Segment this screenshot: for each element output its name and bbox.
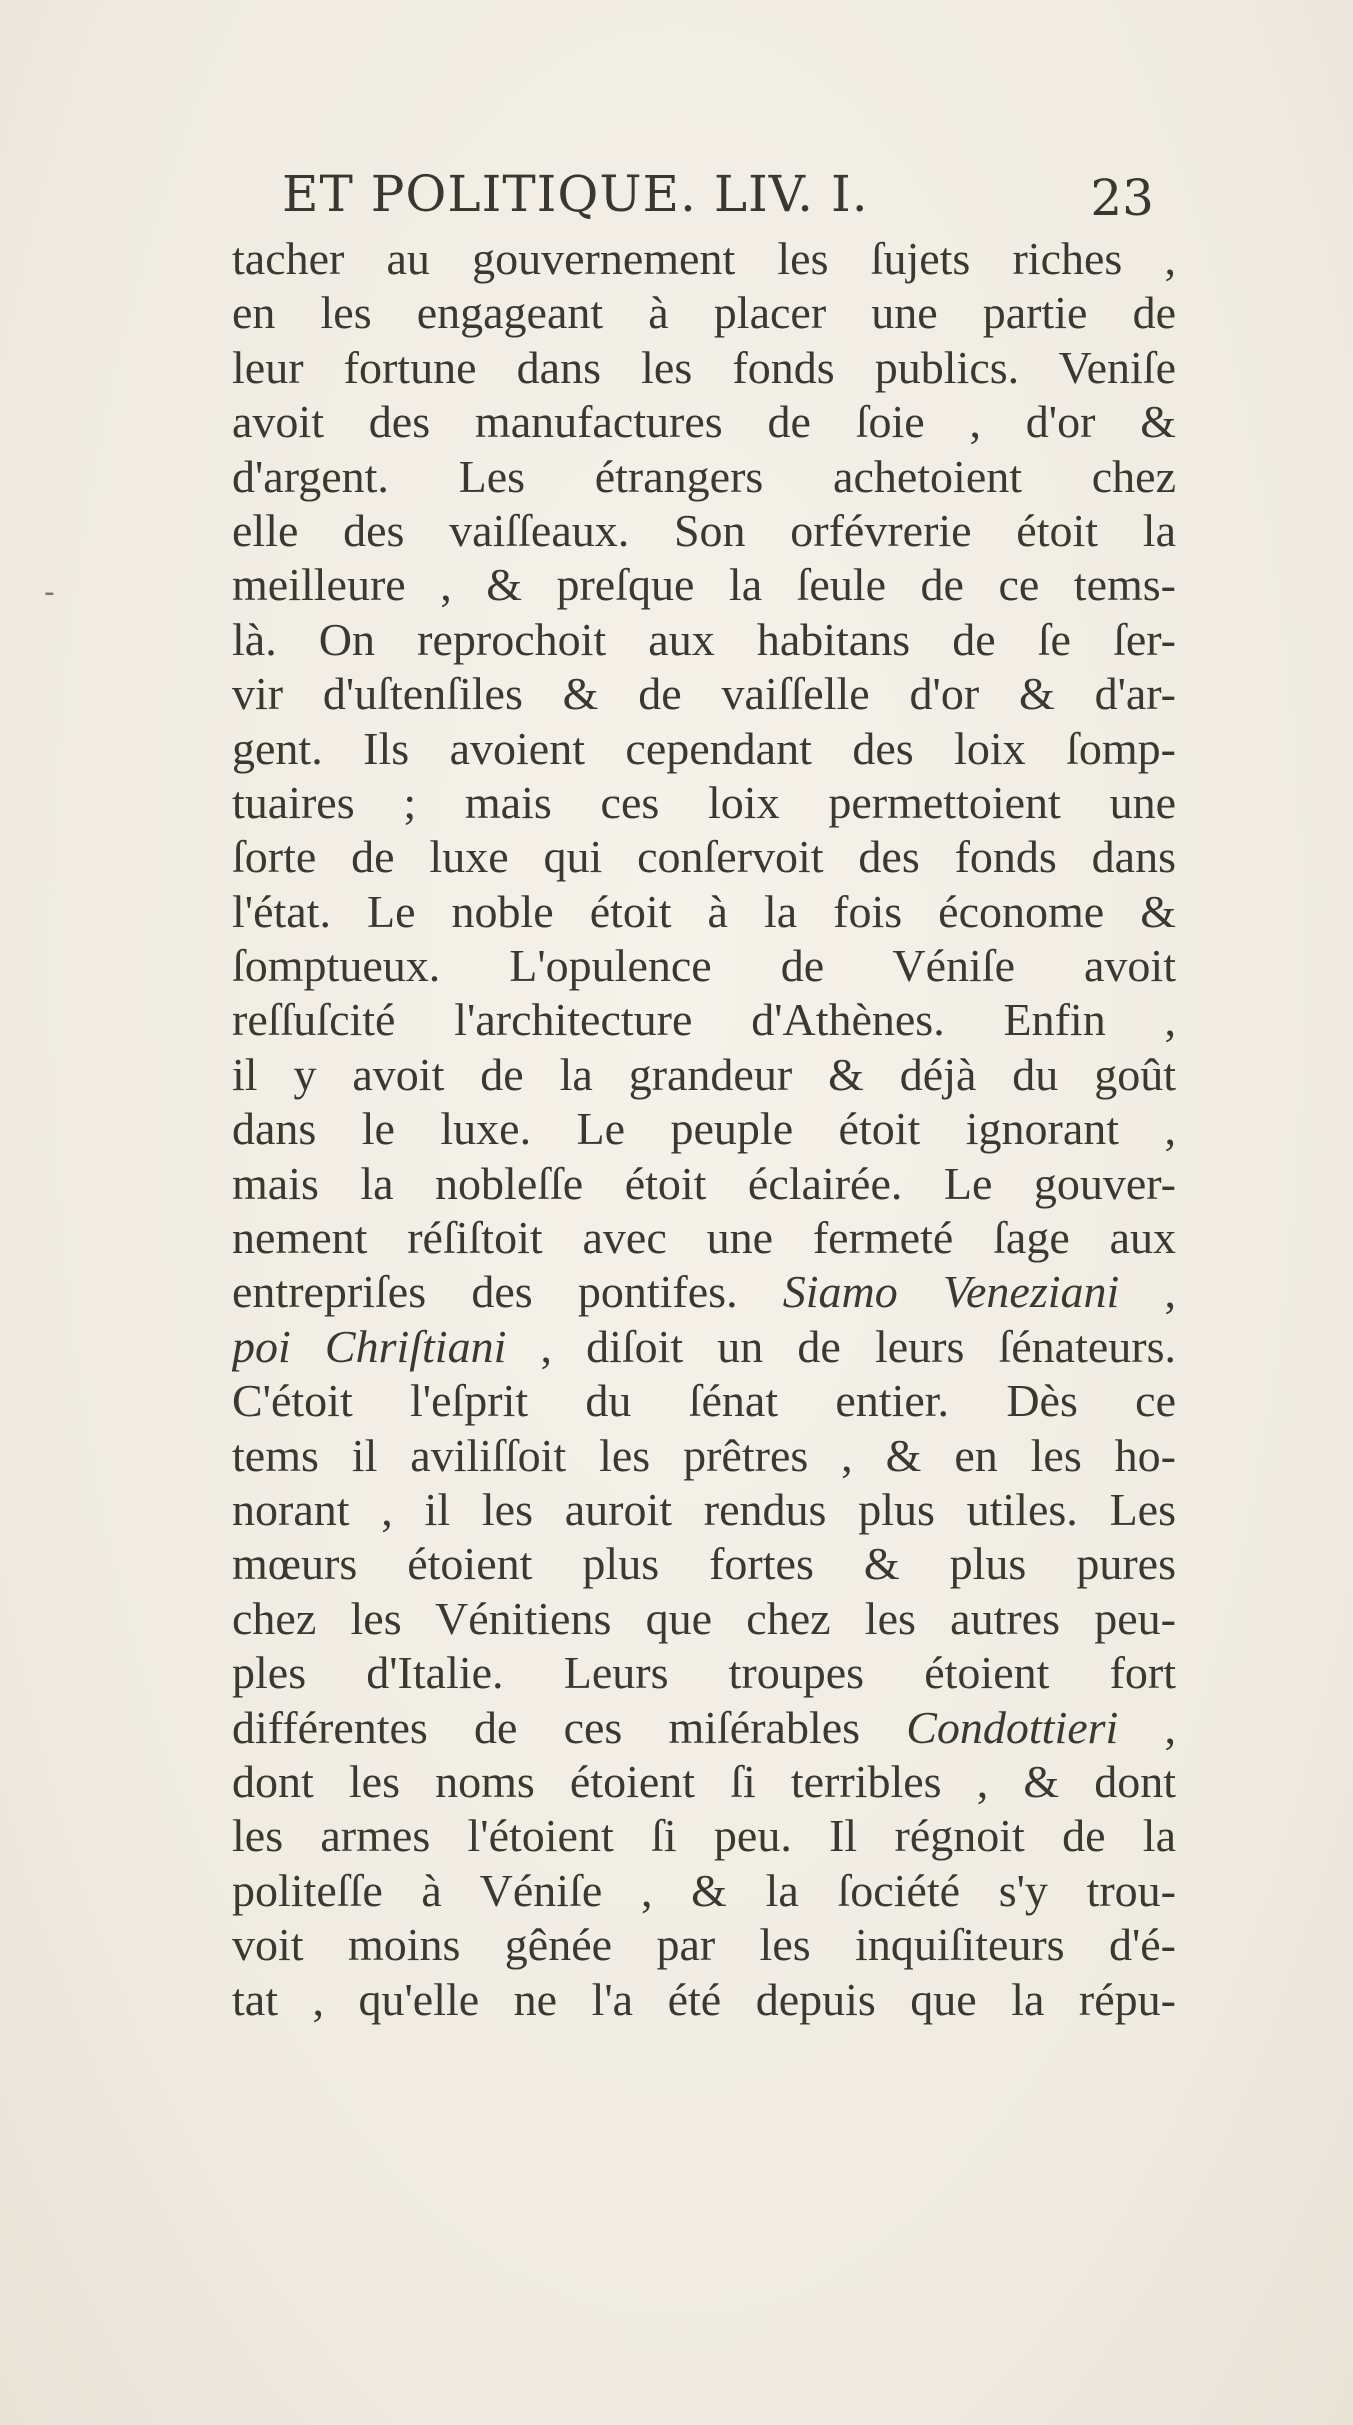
running-head: ET POLITIQUE. LIV. I. <box>282 165 869 223</box>
text-line: tems il aviliſſoit les prêtres , & en les ho- <box>232 1429 1176 1481</box>
text-line: différentes de ces miſérables Condottieri , <box>232 1701 1176 1753</box>
text-line: reſſuſcité l'architecture d'Athènes. Enfin , <box>232 994 1176 1046</box>
text-line: poi Chriſtiani , diſoit un de leurs ſénateurs. <box>232 1320 1176 1372</box>
text-line: ſorte de luxe qui conſervoit des fonds dans <box>232 831 1176 883</box>
text-line: ſomptueux. L'opulence de Véniſe avoit <box>232 940 1176 992</box>
text-line: C'étoit l'eſprit du ſénat entier. Dès ce <box>232 1375 1176 1427</box>
page-number: 23 <box>1090 169 1154 227</box>
text-line: il y avoit de la grandeur & déjà du goût <box>232 1048 1176 1100</box>
text-line: meilleure , & preſque la ſeule de ce tems- <box>232 559 1176 611</box>
text-line: d'argent. Les étrangers achetoient chez <box>232 450 1176 502</box>
text-line: tacher au gouvernement les ſujets riches , <box>232 233 1176 284</box>
text-line: gent. Ils avoient cependant des loix ſomp- <box>232 722 1176 774</box>
text-line: avoit des manufactures de ſoie , d'or & <box>232 396 1176 448</box>
body-text <box>232 232 1176 2027</box>
text-line: l'état. Le noble étoit à la fois économe & <box>232 885 1176 937</box>
text-line: vir d'uſtenſiles & de vaiſſelle d'or & d'ar- <box>232 668 1176 720</box>
text-line: norant , il les auroit rendus plus utiles. Les <box>232 1483 1176 1535</box>
text-line: elle des vaiſſeaux. Son orfévrerie étoit la <box>232 504 1176 556</box>
text-line: entrepriſes des pontifes. Siamo Veneziani , <box>232 1266 1176 1318</box>
text-line: voit moins gênée par les inquiſiteurs d'é- <box>232 1919 1176 1971</box>
italic-phrase: Condottieri <box>906 1701 1119 1753</box>
text-line: là. On reprochoit aux habitans de ſe ſer- <box>232 613 1176 665</box>
text-line: mais la nobleſſe étoit éclairée. Le gouver- <box>232 1157 1176 1209</box>
italic-phrase: poi Chriſtiani <box>232 1320 507 1372</box>
page-header <box>282 165 1162 235</box>
text-line: en les engageant à placer une partie de <box>232 287 1176 339</box>
text-line: tuaires ; mais ces loix permettoient une <box>232 776 1176 828</box>
text-line: dans le luxe. Le peuple étoit ignorant , <box>232 1103 1176 1155</box>
text-line: leur fortune dans les fonds publics. Veniſe <box>232 341 1176 393</box>
margin-mark: - <box>44 575 55 610</box>
text-line: nement réſiſtoit avec une fermeté ſage aux <box>232 1212 1176 1264</box>
text-line: chez les Vénitiens que chez les autres peu- <box>232 1592 1176 1644</box>
text-line: mœurs étoient plus fortes & plus pures <box>232 1538 1176 1590</box>
text-line: les armes l'étoient ſi peu. Il régnoit de la <box>232 1810 1176 1862</box>
text-line: politeſſe à Véniſe , & la ſociété s'y trou- <box>232 1864 1176 1916</box>
text-line: tat , qu'elle ne l'a été depuis que la répu- <box>232 1973 1176 2025</box>
text-line: dont les noms étoient ſi terribles , & dont <box>232 1755 1176 1807</box>
text-line: ples d'Italie. Leurs troupes étoient fort <box>232 1647 1176 1699</box>
italic-phrase: Siamo Veneziani <box>782 1266 1120 1318</box>
